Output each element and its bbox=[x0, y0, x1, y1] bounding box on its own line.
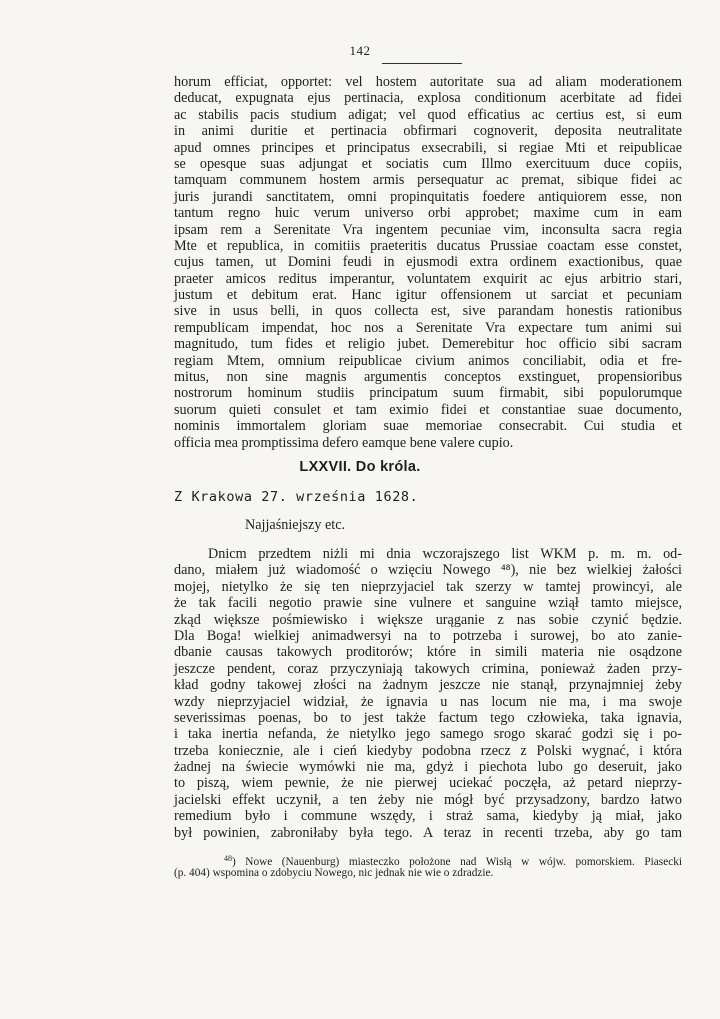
text-line: zkąd większe pośmiewisko i większe urąganie z nas sobie czynić będzie. bbox=[174, 611, 682, 628]
footnote-number: 48 bbox=[224, 854, 232, 863]
text-line: jeszcze pendent, coraz przyczyniają takowych crimina, ponieważ żaden przy- bbox=[174, 660, 682, 677]
text-line: mojej, nietylko że się ten nieprzyjaciel tak szerzy w tamtej prowincyi, ale bbox=[174, 578, 682, 595]
text-line: dbanie causas takowych proditorów; które in simili materia nie osądzone bbox=[174, 644, 682, 661]
text-line: tantum regno huic verum universo orbi approbet; maxime cum in eam bbox=[174, 205, 682, 222]
text-line: Dnicm przedtem niżli mi dnia wczorajszego list WKM p. m. m. od- bbox=[208, 546, 682, 562]
text-line: to piszą, wiem pewnie, że nie pierwej uciekać poczęła, aż petard nieprzy- bbox=[174, 775, 682, 792]
text-line: juris jurandi sanctitatem, omni propinquitatis foedere antiquiorem esse, non bbox=[174, 188, 682, 205]
text-line: regiam Mtem, omnium reipublicae civium animos conciliabit, odia et fre- bbox=[174, 352, 682, 369]
text-line: ac stabilis pacis studium adigat; vel quod efficatius ac certius est, si eum bbox=[174, 106, 682, 123]
text-line: se opesque suas adjungat et sociatis cum Illmo exercituum duce copiis, bbox=[174, 155, 682, 172]
page-number-rule bbox=[382, 63, 462, 64]
text-line: officia mea promptissima defero eamque bene valere cupio. bbox=[174, 434, 514, 451]
text-line: justum et debitum erat. Hanc igitur offensionem ut sarciat et pecuniam bbox=[174, 287, 682, 304]
text-line: sive in usus belli, in quos collecta est, sive parandam honestis rationibus bbox=[174, 303, 682, 320]
text-line: kład godny takowej złości na żadnym jeszcze nie stanął, przynajmniej żeby bbox=[174, 677, 682, 694]
text-line: remedium było i commune wszędy, i straż sama, kiedyby ją miał, jako bbox=[174, 808, 682, 825]
letter-salutation: Najjaśniejszy etc. bbox=[245, 517, 346, 533]
text-line: był powinien, zabroniłaby była tego. A teraz in recenti trzeba, aby go tam bbox=[174, 824, 682, 841]
text-line: jacielski effekt uczynił, a ten żeby nie mógł być przysadzony, bardzo łatwo bbox=[174, 791, 682, 808]
text-line: suorum quieti consulet et tam eximio fidei et constantiae suae documento, bbox=[174, 401, 682, 418]
footnote-line-text: Nowe (Nauenburg) miasteczko położone nad Wisłą w wójw. pomorskiem. Piasecki bbox=[245, 856, 683, 868]
text-line: deducat, expugnata ejus pertinacia, explosa conditionum acerbitate ad fidei bbox=[174, 90, 682, 107]
text-line: wzdy nieprzyjaciel widział, że ignavia u nas locum nie ma, i ma swoje bbox=[174, 693, 682, 710]
text-line: cujus tamen, ut Domini feudi in ejusmodi extra ordinem exactionibus, quae bbox=[174, 254, 682, 271]
text-line: mitus, non sine magnis argumentis conceptos exstinguet, propensioribus bbox=[174, 369, 682, 386]
text-line: magnitudo, tum fides et religio jubet. Demerebitur hoc officio sibi sacram bbox=[174, 336, 682, 353]
text-line: tamquam communem hostem armis persequatur ac premat, sibique fidei ac bbox=[174, 172, 682, 189]
latin-letter-text bbox=[174, 74, 682, 451]
text-line: Dla Boga! wielkiej animadwersyi na to potrzeba i surowej, bo ato zanie- bbox=[174, 627, 682, 644]
text-line: in animi duritie et pertinacia obfirmari cognoverit, deposita neutralitate bbox=[174, 123, 682, 140]
footnote bbox=[174, 852, 682, 880]
text-line: nominis immortalem gloriam suae memoriae consecrabit. Cui studia et bbox=[174, 418, 682, 435]
text-line: ipsam rem a Serenitate Vra ingentem pecuniae vim, inconsulta sacra regia bbox=[174, 221, 682, 238]
text-line: trzeba koniecznie, ale i cień kiedyby podobna rzecz z Polski wygnać, i która bbox=[174, 742, 682, 759]
text-line: że tak facili negotio prawie sine vulnere et sanguine wziął tamto miejsce, bbox=[174, 595, 682, 612]
text-line: żadnej na świecie wymówki nie ma, gdyż i piechota lubo go deseruit, jako bbox=[174, 759, 682, 776]
text-line: apud omnes principes et principatus exsecrabili, si regiae Mti et reipublicae bbox=[174, 139, 682, 156]
footnote-line: $^{48}$) Nowe (Nauenburg) miasteczko położone nad Wisłą w wójw. pomorskiem. Piasecki bbox=[224, 854, 683, 868]
text-line: praeter amicos reditus imperantur, voluntatem exquirit ac ejus arbitrio stari, bbox=[174, 270, 682, 287]
text-line: rempublicam impendat, hoc nos a Serenitate Vra expectare tum animi sui bbox=[174, 319, 682, 336]
section-heading: LXXVII. Do króla. bbox=[299, 459, 421, 475]
footnote-line: (p. 404) wspomina o zdobyciu Nowego, nic jednak nie wie o zdradzie. bbox=[174, 867, 494, 879]
text-line: nostrorum hominum studiis principatum suum firmabit, sibi populorumque bbox=[174, 385, 682, 402]
text-line: Mte et republica, in comitiis praeteritis ducatus Prussiae coactam esse constet, bbox=[174, 237, 682, 254]
text-line: dano, miałem już wiadomość o wzięciu Nowego ⁴⁸), nie bez wielkiej żałości bbox=[174, 562, 682, 579]
polish-letter-text bbox=[174, 546, 682, 841]
page-number: 142 bbox=[349, 43, 371, 58]
text-line: horum efficiat, opportet: vel hostem autoritate sua ad aliam moderationem bbox=[174, 74, 682, 90]
text-line: i taka inertia nefanda, że nietylko jego samego srogo skarać godzi się i po- bbox=[174, 726, 682, 743]
text-line: severissimas poenas, bo to jest także factum tego człowieka, taka ignavia, bbox=[174, 709, 682, 726]
letter-place-date: Z Krakowa 27. września 1628. bbox=[174, 489, 419, 505]
